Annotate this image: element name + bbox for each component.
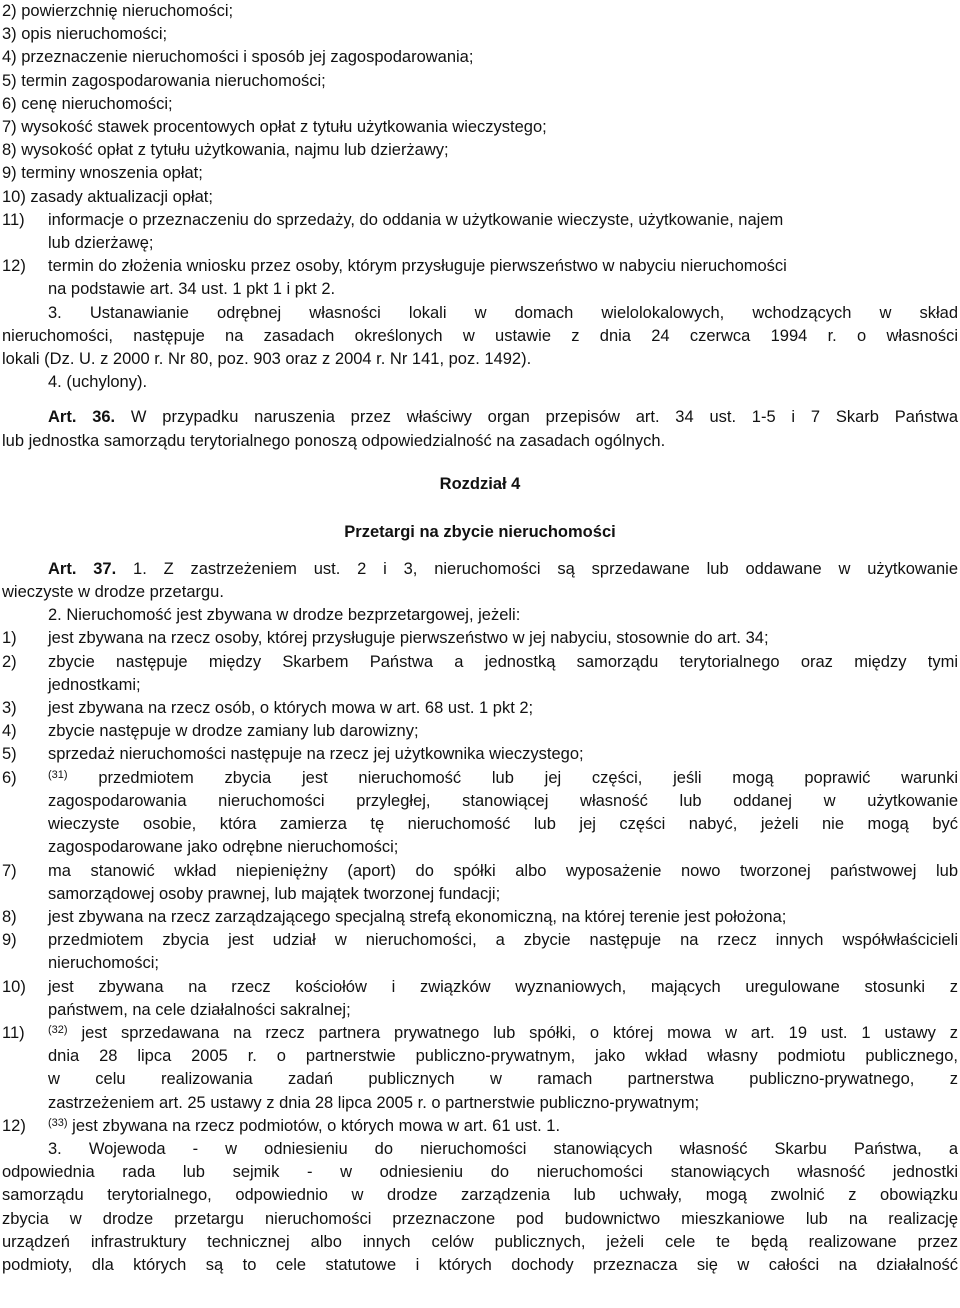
article-line (2, 406, 958, 429)
list-item (2, 929, 958, 975)
item-text-run: przedmiotem zbycia jest nieruchomość lub jej części, jeśli mogą poprawić warunki (98, 768, 958, 787)
list-item (2, 743, 958, 766)
exemption-list (2, 627, 958, 1137)
article-label: Art. 36. (48, 408, 116, 427)
item-text: nieruchomości; (48, 954, 159, 973)
list-item-12 (2, 255, 958, 301)
list-item: 4) przeznaczenie nieruchomości i sposób jej zagospodarowania; (2, 48, 474, 67)
paragraph-line: samorządu terytorialnego, odpowiednio w drodze zarządzenia lub uchwały, mogą zwolnić z obowiązku (2, 1186, 958, 1205)
item-text: zbycie następuje między Skarbem Państwa a jednostką samorządu terytorialnego oraz między tymi (48, 652, 958, 671)
paragraph-line: podmioty, dla których są to cele statutowe i których dochody przeznacza się w całości na działalność (2, 1255, 958, 1274)
item-text: termin do złożenia wniosku przez osoby, którym przysługuje pierwszeństwo w nabyciu nieruchomości (48, 257, 787, 276)
footnote-ref: (32) (48, 1023, 68, 1036)
item-text: państwem, na cele działalności sakralnej; (48, 1000, 351, 1019)
paragraph-line: 3. Ustanawianie odrębnej własności lokali w domach wielolokalowych, wchodzących w skład (48, 303, 958, 322)
paragraph-line: zbycia w drodze przetargu nieruchomości przeznaczone pod budownictwo mieszkaniowe lub na realizację (2, 1209, 958, 1228)
list-item (2, 1022, 958, 1115)
chapter-number: Rozdział 4 (439, 474, 521, 493)
item-number: 10) (2, 977, 26, 996)
item-text: zagospodarowania nieruchomości przyległej, stanowiącej własność lub oddanej w użytkowanie (48, 791, 958, 810)
item-number: 9) (2, 931, 17, 950)
item-number: 12) (2, 1116, 26, 1135)
item-text: dnia 28 lipca 2005 r. o partnerstwie publiczno-prywatnym, jako wkład własny podmiotu publicznego, (48, 1047, 958, 1066)
list-item: 5) termin zagospodarowania nieruchomości; (2, 71, 326, 90)
item-number: 4) (2, 722, 17, 741)
item-number: 7) (2, 861, 17, 880)
item-text: jednostkami; (48, 675, 141, 694)
list-item: 3) opis nieruchomości; (2, 25, 168, 44)
item-text: zastrzeżeniem art. 25 ustawy z dnia 28 lipca 2005 r. o partnerstwie publiczno-prywatnym; (48, 1093, 700, 1112)
article-text: W przypadku naruszenia przez właściwy organ przepisów art. 34 ust. 1-5 i 7 Skarb Państwa (115, 408, 958, 427)
list-item (2, 651, 958, 697)
item-text: w celu realizowania zadań publicznych w ramach partnerstwa publiczno-prywatnego, z (48, 1070, 958, 1089)
item-text (48, 1022, 958, 1045)
article-line: lub jednostka samorządu terytorialnego ponoszą odpowiedzialność na zasadach ogólnych. (2, 431, 666, 450)
item-number: 11) (2, 1023, 25, 1042)
top-list (2, 0, 958, 209)
item-text (48, 1115, 958, 1138)
list-item (2, 767, 958, 860)
item-number: 6) (2, 768, 17, 787)
list-item: 8) wysokość opłat z tytułu użytkowania, najmu lub dzierżawy; (2, 141, 449, 160)
item-text: na podstawie art. 34 ust. 1 pkt 1 i pkt 2. (48, 280, 336, 299)
footnote-ref: (33) (48, 1116, 68, 1129)
item-text (48, 767, 958, 790)
paragraph-line: nieruchomości, następuje na zasadach określonych w ustawie z dnia 24 czerwca 1994 r. o własności (2, 326, 958, 345)
item-text: zagospodarowane jako odrębne nieruchomości; (48, 838, 399, 857)
paragraph-line: urządzeń infrastruktury technicznej albo innych celów publicznych, jeżeli cele te będą realizowane przez (2, 1232, 958, 1251)
list-item: 2) powierzchnię nieruchomości; (2, 2, 234, 20)
item-number: 11) (2, 210, 25, 229)
item-number: 1) (2, 629, 17, 648)
list-item-11 (2, 209, 958, 255)
item-text: ma stanowić wkład niepieniężny (aport) do spółki albo wyposażenie nowo tworzonej państwowej lub (48, 861, 958, 880)
item-text: przedmiotem zbycia jest udział w nieruchomości, a zbycie następuje na rzecz innych współwłaścicieli (48, 931, 958, 950)
article-37 (2, 558, 958, 628)
article-line: 2. Nieruchomość jest zbywana w drodze bezprzetargowej, jeżeli: (48, 606, 521, 625)
footnote-ref: (31) (48, 768, 68, 781)
item-text: jest zbywana na rzecz zarządzającego specjalną strefą ekonomiczną, na której terenie jest położona; (48, 907, 787, 926)
item-number: 12) (2, 257, 26, 276)
paragraph-3b (2, 1138, 958, 1277)
chapter-title: Przetargi na zbycie nieruchomości (344, 522, 616, 541)
list-item (2, 976, 958, 1022)
item-text: samorządowej osoby prawnej, lub majątek tworzonej fundacji; (48, 884, 501, 903)
item-text: informacje o przeznaczeniu do sprzedaży, do oddania w użytkowanie wieczyste, użytkowanie, najem (48, 210, 784, 229)
article-line: wieczyste w drodze przetargu. (2, 583, 224, 602)
item-number: 3) (2, 699, 17, 718)
paragraph-line: 3. Wojewoda - w odniesieniu do nieruchomości stanowiących własność Skarbu Państwa, a (48, 1139, 958, 1158)
item-text: jest zbywana na rzecz osoby, której przysługuje pierwszeństwo w jej nabyciu, stosownie do art. 34; (48, 629, 769, 648)
list-item (2, 627, 958, 650)
list-item (2, 860, 958, 906)
list-item (2, 906, 958, 929)
item-number: 2) (2, 652, 17, 671)
article-text: 1. Z zastrzeżeniem ust. 2 i 3, nieruchomości są sprzedawane lub oddawane w użytkowanie (116, 559, 958, 578)
item-text: zbycie następuje w drodze zamiany lub darowizny; (48, 722, 419, 741)
item-text: jest zbywana na rzecz osób, o których mowa w art. 68 ust. 1 pkt 2; (48, 699, 534, 718)
paragraph-3 (2, 302, 958, 395)
article-line (2, 558, 958, 581)
paragraph-line: odpowiednia rada lub sejmik - w odniesieniu do nieruchomości stanowiących własność jednostki (2, 1163, 958, 1182)
item-text: sprzedaż nieruchomości następuje na rzecz jej użytkownika wieczystego; (48, 745, 584, 764)
list-item (2, 1115, 958, 1138)
list-item: 6) cenę nieruchomości; (2, 94, 173, 113)
paragraph-line: lokali (Dz. U. z 2000 r. Nr 80, poz. 903 oraz z 2004 r. Nr 141, poz. 1492). (2, 350, 532, 369)
item-text: jest zbywana na rzecz kościołów i związków wyznaniowych, mających uregulowane stosunki z (48, 977, 958, 996)
article-36 (2, 406, 958, 452)
item-number: 5) (2, 745, 17, 764)
item-text-run: jest sprzedawana na rzecz partnera prywatnego lub spółki, o której mowa w art. 19 ust. 1 ustawy z (81, 1023, 958, 1042)
paragraph-4: 4. (uchylony). (48, 373, 148, 392)
item-text: lub dzierżawę; (48, 234, 154, 253)
article-label: Art. 37. (48, 559, 117, 578)
list-item: 9) terminy wnoszenia opłat; (2, 164, 203, 183)
item-text: wieczyste osobie, która zamierza tę nieruchomość lub jej części nabyć, jeżeli nie mogą być (48, 815, 958, 834)
list-item: 10) zasady aktualizacji opłat; (2, 187, 213, 206)
list-item: 7) wysokość stawek procentowych opłat z tytułu użytkowania wieczystego; (2, 118, 547, 137)
item-text-run: jest zbywana na rzecz podmiotów, o których mowa w art. 61 ust. 1. (72, 1116, 561, 1135)
list-item (2, 720, 958, 743)
item-number: 8) (2, 907, 17, 926)
list-item (2, 697, 958, 720)
